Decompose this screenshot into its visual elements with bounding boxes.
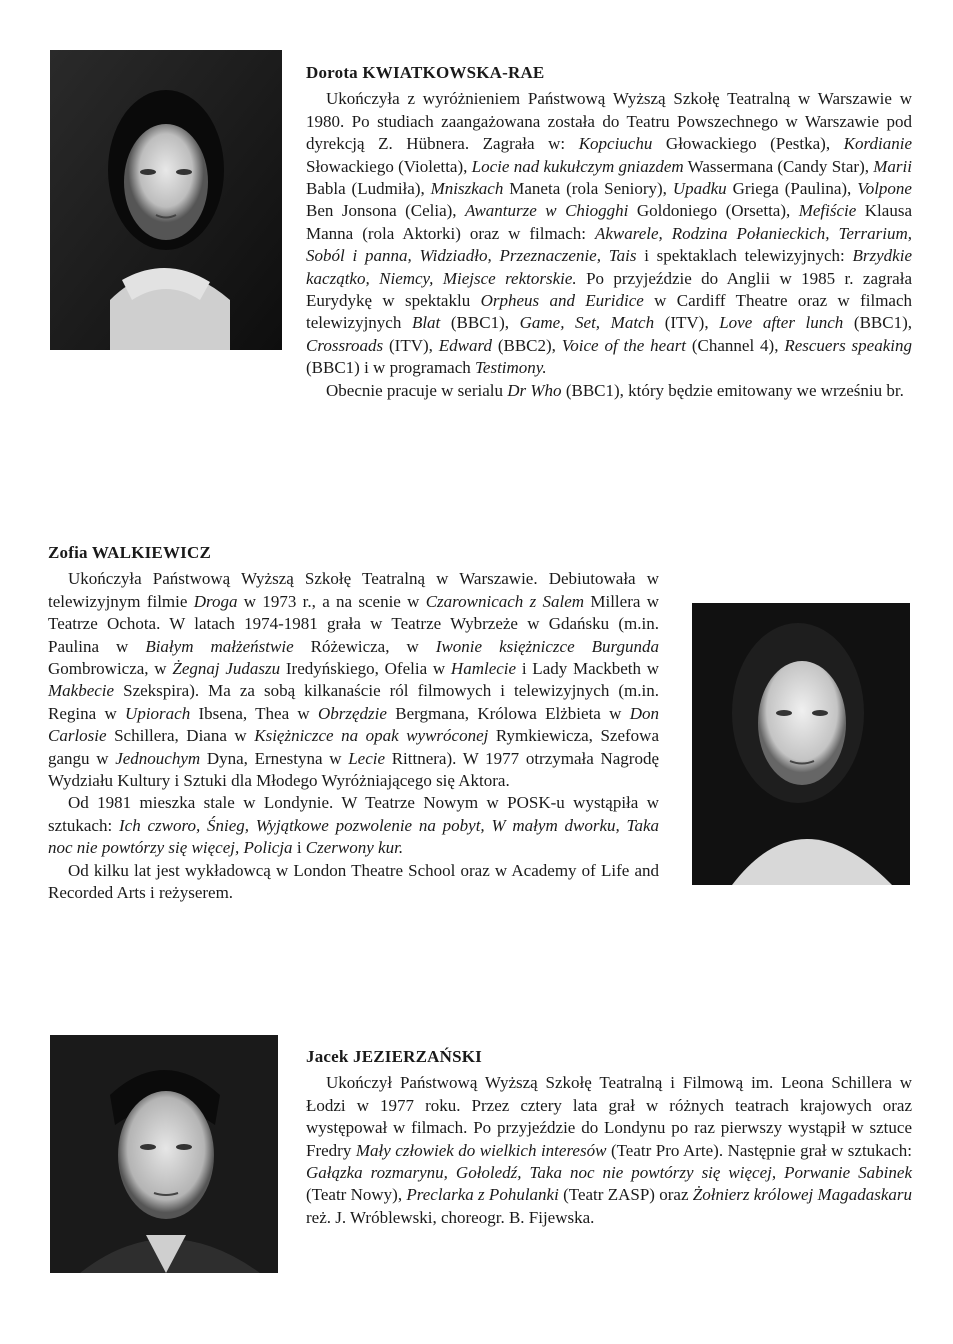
text-run: Różewicza, w — [293, 636, 436, 656]
italic-title: Gałązka rozmarynu, Gołoledź, Taka noc nie powtórzy się więcej, Porwanie Sabinek — [306, 1163, 912, 1183]
bio-paragraph — [306, 380, 912, 402]
text-run: (ITV), — [383, 335, 439, 355]
text-run: Rymkiewicza, Szefowa gangu w — [48, 726, 659, 768]
text-run: Szekspira). Ma za sobą kilkanaście ról filmowych i telewizyjnych (m.in. Regina w — [48, 681, 659, 723]
text-run: i — [292, 838, 306, 858]
text-run: (BBC1) i w programach — [306, 358, 476, 378]
text-run: Klausa Manna (rola Aktorki) oraz w filmach: — [306, 201, 912, 243]
text-run: (Teatr ZASP) oraz — [558, 1185, 693, 1205]
italic-title: Marii — [873, 156, 912, 176]
italic-title: Dr Who — [507, 380, 562, 400]
text-run: Od 1981 mieszka stale w Londynie. W Teatrze Nowym w POSK-u wystąpiła w sztukach: — [48, 793, 659, 835]
person-name: Dorota KWIATKOWSKA-RAE — [306, 63, 545, 82]
bio-zofia — [48, 542, 659, 905]
bio-paragraph — [48, 792, 659, 859]
italic-title: Czarownicach z Salem — [425, 591, 585, 611]
italic-title: Blat — [411, 313, 441, 333]
text-run: Obecnie pracuje w serialu — [326, 380, 508, 400]
text-run: Ibsena, Thea w — [190, 703, 318, 723]
italic-title: Edward — [438, 335, 492, 355]
italic-title: Don Carlosie — [48, 703, 659, 746]
italic-title: Orpheus and Euridice — [480, 291, 644, 311]
text-run: (Channel 4), — [686, 335, 785, 355]
italic-title: Obrzędzie — [318, 703, 387, 723]
italic-title: Preclarka z Pohulanki — [406, 1185, 559, 1205]
italic-title: Ich czworo, Śnieg, Wyjątkowe pozwolenie na pobyt, W małym dworku, Taka noc nie powtórzy się więcej, Policja — [48, 815, 659, 858]
italic-title: Makbecie — [48, 681, 115, 701]
text-run: Goldoniego (Orsetta), — [628, 201, 799, 221]
text-run: (BBC2), — [491, 335, 562, 355]
text-run: w Cardiff Theatre oraz w filmach telewizyjnych — [306, 291, 913, 333]
text-run: i Lady Mackbeth w — [516, 659, 660, 679]
text-run: Gombrowicza, w — [48, 659, 173, 679]
italic-title: Iwonie księżniczce Burgunda — [435, 636, 660, 656]
italic-title: Czerwony kur. — [305, 838, 404, 858]
italic-title: Mefiście — [798, 201, 857, 221]
portrait-photo-zofia — [692, 603, 910, 885]
text-run: Maneta (rola Seniory), — [503, 179, 673, 199]
text-run: Ben Jonsona (Celia), — [306, 201, 466, 221]
text-run: Bergmana, Królowa Elżbieta w — [386, 703, 630, 723]
person-name: Jacek JEZIERZAŃSKI — [306, 1047, 482, 1066]
text-run: Dyna, Ernestyna w — [200, 748, 349, 768]
text-run: Głowackiego (Pestka), — [652, 134, 844, 154]
italic-title: Hamlecie — [450, 659, 517, 679]
italic-title: Awanturze w Chiogghi — [465, 201, 629, 221]
bio-paragraph — [48, 860, 659, 905]
italic-title: Droga — [193, 591, 238, 611]
italic-title: Love after lunch — [719, 313, 844, 333]
italic-title: Game, Set, Match — [519, 313, 655, 333]
text-run: (BBC1), — [440, 313, 520, 333]
text-run: Griega (Paulina), — [726, 179, 858, 199]
text-run: (BBC1), — [843, 313, 912, 333]
portrait-photo-dorota — [50, 50, 282, 350]
italic-title: Żołnierz królowej Magadaskaru — [692, 1185, 912, 1205]
text-run: w 1973 r., a na scenie w — [237, 591, 426, 611]
text-run: Babla (Ludmiła), — [306, 179, 431, 199]
italic-title: Mniszkach — [430, 179, 504, 199]
italic-title: Upadku — [672, 179, 727, 199]
italic-title: Kopciuchu — [578, 134, 653, 154]
italic-title: Volpone — [857, 179, 912, 199]
italic-title: Crossroads — [306, 335, 384, 355]
text-run: (Teatr Nowy), — [306, 1185, 407, 1205]
text-run: i spektaklach telewizyjnych: — [636, 246, 853, 266]
italic-title: Testimony. — [475, 358, 547, 378]
bio-paragraph — [306, 88, 912, 379]
italic-title: Mały człowiek do wielkich interesów — [355, 1140, 607, 1160]
text-run: Ukończył Państwową Wyższą Szkołę Teatralną i Filmową im. Leona Schillera w Łodzi w 1977 roku. Przez cztery lata grał w różnych teatrach krajowych oraz występował w filmach. Po przyjeździe do Londynu po raz pierwszy wystąpił w sztuce Fredry — [306, 1073, 912, 1160]
text-run: Słowackiego (Violetta), — [306, 156, 472, 176]
text-run: Iredyńskiego, Ofelia w — [280, 659, 451, 679]
italic-title: Brzydkie kaczątko, Niemcy, Miejsce rektorskie. — [306, 246, 912, 288]
text-run: Ukończyła Państwową Wyższą Szkołę Teatralną w Warszawie. Debiutowała w telewizyjnym filmie — [48, 569, 659, 611]
italic-title: Żegnaj Judaszu — [172, 659, 281, 679]
text-run: reż. J. Wróblewski, choreogr. B. Fijewska. — [306, 1207, 595, 1227]
text-run: (Teatr Pro Arte). Następnie grał w sztukach: — [606, 1140, 912, 1160]
bio-dorota — [306, 62, 912, 402]
bio-jacek — [306, 1046, 912, 1229]
text-run: Wassermana (Candy Star), — [683, 156, 874, 176]
bio-paragraph — [306, 1072, 912, 1229]
italic-title: Białym małżeństwie — [145, 636, 294, 656]
portrait-photo-jacek — [50, 1035, 278, 1273]
bio-paragraph — [48, 568, 659, 792]
text-run: Od kilku lat jest wykładowcą w London Theatre School oraz w Academy of Life and Recorded Arts i reżyserem. — [48, 860, 659, 903]
italic-title: Rescuers speaking — [784, 335, 912, 355]
italic-title: Voice of the heart — [561, 335, 687, 355]
text-run: Millera w Teatrze Ochota. W latach 1974-1981 grała w Teatrze Wybrzeże w Gdańsku (m.in. Paulina w — [48, 591, 659, 656]
italic-title: Upiorach — [125, 703, 191, 723]
italic-title: Kordianie — [843, 134, 912, 154]
text-run: (ITV), — [654, 313, 720, 333]
italic-title: Lecie — [348, 748, 386, 768]
italic-title: Księżniczce na opak wywróconej — [254, 726, 489, 746]
text-run: Po przyjeździe do Anglii w 1985 r. zagrała Eurydykę w spektaklu — [306, 268, 912, 311]
italic-title: Akwarele, Rodzina Połanieckich, Terrarium, Soból i panna, Widziadło, Przeznaczenie, Tais — [306, 223, 912, 266]
text-run: Rittnera). W 1977 otrzymała Nagrodę Wydziału Kultury i Sztuki dla Młodego Wyróżniającego się Aktora. — [48, 748, 659, 791]
italic-title: Locie nad kukułczym gniazdem — [471, 156, 684, 176]
text-run: Schillera, Diana w — [106, 726, 255, 746]
text-run: Ukończyła z wyróżnieniem Państwową Wyższą Szkołę Teatralną w Warszawie w 1980. Po studiach zaangażowana została do Teatru Powszechnego w Warszawie pod dyrekcją Z. Hübnera. Zagrała w: — [306, 89, 912, 154]
italic-title: Jednouchym — [115, 748, 201, 768]
text-run: (BBC1), który będzie emitowany we wrześniu br. — [561, 380, 904, 400]
person-name: Zofia WALKIEWICZ — [48, 543, 212, 562]
